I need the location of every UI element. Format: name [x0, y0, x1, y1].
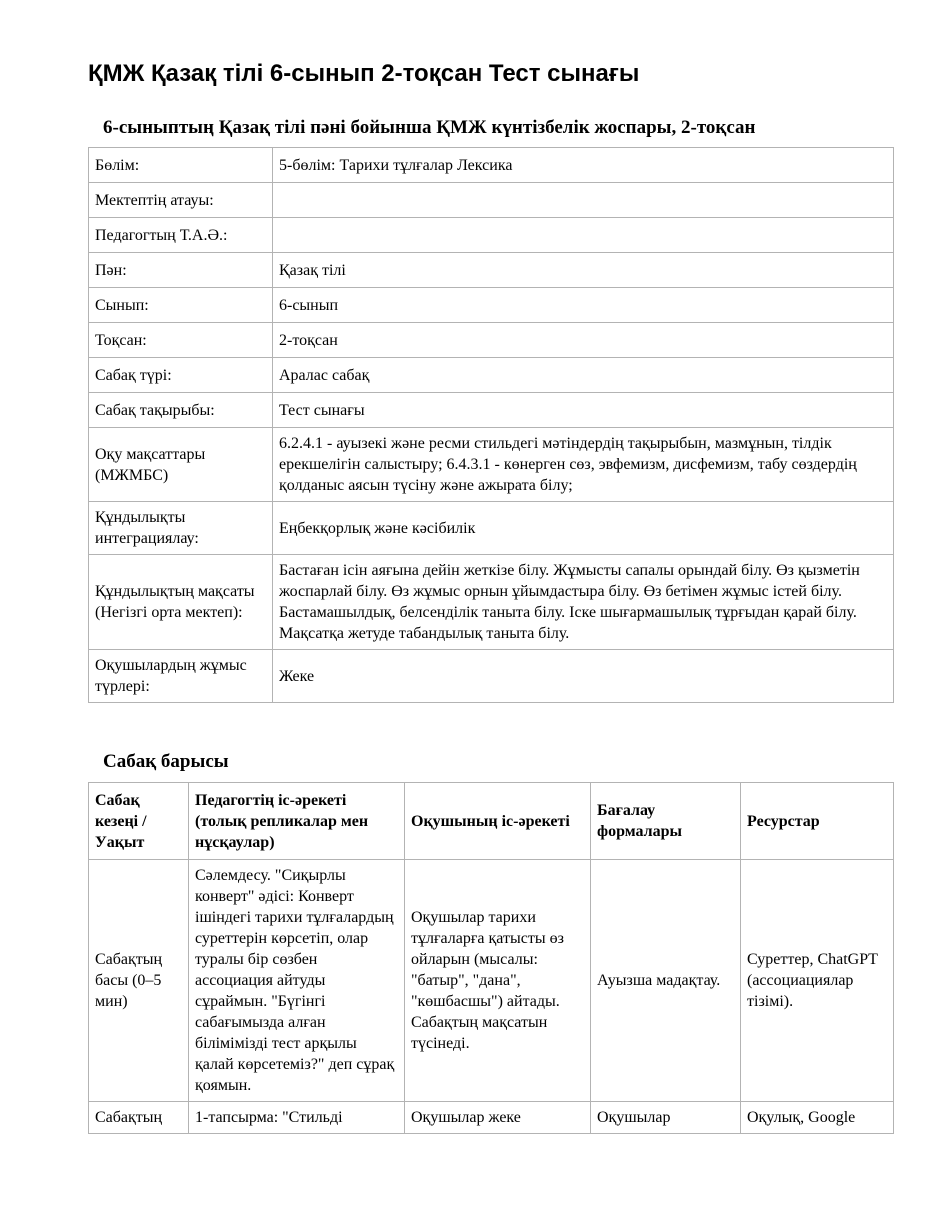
- info-value: [273, 218, 894, 253]
- info-label: Педагогтың Т.А.Ә.:: [89, 218, 273, 253]
- info-row: [89, 393, 894, 428]
- info-value: Бастаған ісін аяғына дейін жеткізе білу. Жұмысты сапалы орындай білу. Өз қызметін жоспарлай білу. Өз жұмыс орнын ұйымдастыра білу. Өз бетімен жұмыс істей білу. Бастамашылдық, белсенділік таныта білу. Іске шығармашылық тұрғыдан қарай білу. Мақсатқа жетуде табандылық таныта білу.: [273, 555, 894, 650]
- header-stage: Сабақ кезеңі / Уақыт: [89, 783, 189, 860]
- info-value: 6.2.4.1 - ауызекі және ресми стильдегі мәтіндердің тақырыбын, мазмұнын, тілдік ерекшелігін салыстыру; 6.4.3.1 - көнерген сөз, эвфемизм, дисфемизм, табу сөздердің қолданыс аясын түсіну және ажырата білу;: [273, 428, 894, 502]
- info-value: 2-тоқсан: [273, 323, 894, 358]
- document-title: ҚМЖ Қазақ тілі 6-сынып 2-тоқсан Тест сынағы: [88, 60, 640, 87]
- info-value: 5-бөлім: Тарихи тұлғалар Лексика: [273, 148, 894, 183]
- info-value: Қазақ тілі: [273, 253, 894, 288]
- info-label: Оқушылардың жұмыс түрлері:: [89, 650, 273, 703]
- info-value: Жеке: [273, 650, 894, 703]
- resources-cell: Оқулық, Google: [741, 1102, 894, 1134]
- lesson-process-table: [88, 782, 894, 1134]
- stage-cell: Сабақтың: [89, 1102, 189, 1134]
- info-value: Тест сынағы: [273, 393, 894, 428]
- assessment-cell: Оқушылар: [591, 1102, 741, 1134]
- info-row: [89, 183, 894, 218]
- info-value: [273, 183, 894, 218]
- teacher-cell: 1-тапсырма: "Стильді: [189, 1102, 405, 1134]
- info-label: Сабақ түрі:: [89, 358, 273, 393]
- info-row: [89, 650, 894, 703]
- process-header-row: [89, 783, 894, 860]
- info-label: Құндылықтың мақсаты (Негізгі орта мектеп):: [89, 555, 273, 650]
- info-label: Оқу мақсаттары (МЖМБС): [89, 428, 273, 502]
- info-label: Пән:: [89, 253, 273, 288]
- process-row: [89, 860, 894, 1102]
- header-resources: Ресурстар: [741, 783, 894, 860]
- lesson-info-table: [88, 147, 894, 703]
- stage-cell: Сабақтың басы (0–5 мин): [89, 860, 189, 1102]
- info-label: Мектептің атауы:: [89, 183, 273, 218]
- plan-title: 6-сыныптың Қазақ тілі пәні бойынша ҚМЖ күнтізбелік жоспары, 2-тоқсан: [103, 117, 756, 138]
- info-label: Сынып:: [89, 288, 273, 323]
- info-row: [89, 148, 894, 183]
- assessment-cell: Ауызша мадақтау.: [591, 860, 741, 1102]
- teacher-cell: Сәлемдесу. "Сиқырлы конверт" әдісі: Конверт ішіндегі тарихи тұлғалардың суреттерін көрсетіп, олар туралы бір сөзбен ассоциация айтуды сұраймын. "Бүгінгі сабағымызда алған білімімізді тест арқылы қалай көрсетеміз?" деп сұрақ қоямын.: [189, 860, 405, 1102]
- header-assessment: Бағалау формалары: [591, 783, 741, 860]
- info-row: [89, 502, 894, 555]
- header-teacher: Педагогтің іс-әрекеті (толық репликалар мен нұсқаулар): [189, 783, 405, 860]
- info-label: Тоқсан:: [89, 323, 273, 358]
- info-row: [89, 323, 894, 358]
- info-value: Еңбекқорлық және кәсібилік: [273, 502, 894, 555]
- header-student: Оқушының іс-әрекеті: [405, 783, 591, 860]
- info-row: [89, 253, 894, 288]
- info-label: Сабақ тақырыбы:: [89, 393, 273, 428]
- info-value: 6-сынып: [273, 288, 894, 323]
- info-row: [89, 555, 894, 650]
- info-label: Құндылықты интеграциялау:: [89, 502, 273, 555]
- info-label: Бөлім:: [89, 148, 273, 183]
- info-row: [89, 358, 894, 393]
- student-cell: Оқушылар жеке: [405, 1102, 591, 1134]
- process-title: Сабақ барысы: [103, 751, 229, 772]
- info-row: [89, 288, 894, 323]
- info-row: [89, 428, 894, 502]
- info-row: [89, 218, 894, 253]
- process-row: [89, 1102, 894, 1134]
- info-value: Аралас сабақ: [273, 358, 894, 393]
- student-cell: Оқушылар тарихи тұлғаларға қатысты өз ойларын (мысалы: "батыр", "дана", "көшбасшы") айтады. Сабақтың мақсатын түсінеді.: [405, 860, 591, 1102]
- resources-cell: Суреттер, ChatGPT (ассоциациялар тізімі).: [741, 860, 894, 1102]
